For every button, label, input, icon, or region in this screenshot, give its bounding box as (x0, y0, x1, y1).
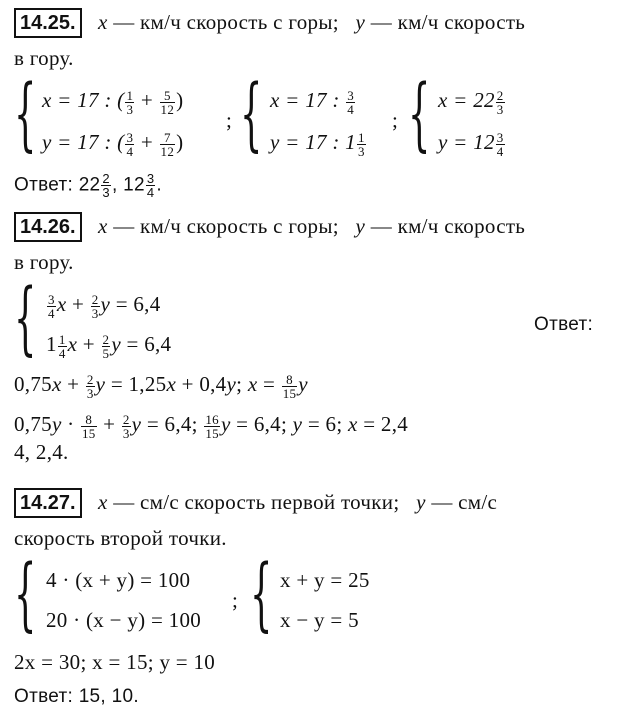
left-brace: { (240, 68, 263, 161)
system-14-27-eq4: x − y = 5 (280, 608, 359, 632)
answer-label-14-26: Ответ: (534, 314, 594, 335)
answer-14-25: Ответ: 22 $\frac{2}{3}$ , 12 $\frac{3}{4}$ . (14, 171, 162, 200)
problem-14-27-line2: скорость второй точки. (14, 526, 227, 550)
left-brace: { (14, 68, 37, 161)
step1-14-26: 0,75x + $\frac{2}{3}$ y = 1,25x + 0,4y; x = $\frac{8}{15}$ y (14, 371, 308, 401)
system3-eq-y: y = 12 $\frac{3}{4}$ (438, 129, 504, 159)
system2-eq-y: y = 17 : 1 $\frac{1}{3}$ (270, 129, 365, 159)
step2-14-26: 0,75y · $\frac{8}{15}$ + $\frac{2}{3}$ y = 6,4; $\frac{16}{15}$ y = 6,4; y = 6; x = 2,4 (14, 411, 409, 441)
system1-eq-y: y = 17 : ( $\frac{3}{4}$ + $\frac{7}{12}$ ) (42, 129, 184, 159)
left-brace: { (408, 68, 431, 161)
separator: ; (392, 108, 399, 132)
step-14-27: 2x = 30; x = 15; y = 10 (14, 650, 216, 674)
problem-14-25-line2: в гору. (14, 46, 74, 70)
system1-eq-x: x = 17 : ( $\frac{1}{3}$ + $\frac{5}{12}$ ) (42, 87, 184, 117)
system-14-27-eq1: 4 · (x + y) = 100 (46, 568, 191, 592)
system-14-27-eq2: 20 · (x − y) = 100 (46, 608, 202, 632)
problem-number-14-26: 14.26. (14, 212, 82, 242)
system-14-26-eq1: $\frac{3}{4}$ x + $\frac{2}{3}$ y = 6,4 (48, 291, 161, 321)
system3-eq-x: x = 22 $\frac{2}{3}$ (438, 87, 504, 117)
left-brace: { (14, 548, 37, 641)
left-brace: { (250, 548, 273, 641)
left-brace: { (14, 272, 37, 365)
system-14-27-eq3: x + y = 25 (280, 568, 370, 592)
separator: ; (226, 108, 233, 132)
problem-14-26-line2: в гору. (14, 250, 74, 274)
problem-14-27-line1: x — см/с скорость первой точки; y — см/с (98, 490, 498, 514)
problem-14-26-line1: x — км/ч скорость с горы; y — км/ч скорость (98, 214, 526, 238)
problem-14-25-line1: x — км/ч скорость с горы; y — км/ч скорость (98, 10, 526, 34)
answer-14-26: 4, 2,4. (14, 440, 69, 464)
problem-number-14-27: 14.27. (14, 488, 82, 518)
separator: ; (232, 588, 239, 612)
problem-number-14-25: 14.25. (14, 8, 82, 38)
system-14-26-eq2: 1 $\frac{1}{4}$ x + $\frac{2}{5}$ y = 6,4 (46, 331, 172, 361)
system2-eq-x: x = 17 : $\frac{3}{4}$ (270, 87, 355, 117)
answer-14-27: Ответ: 15, 10. (14, 686, 139, 707)
